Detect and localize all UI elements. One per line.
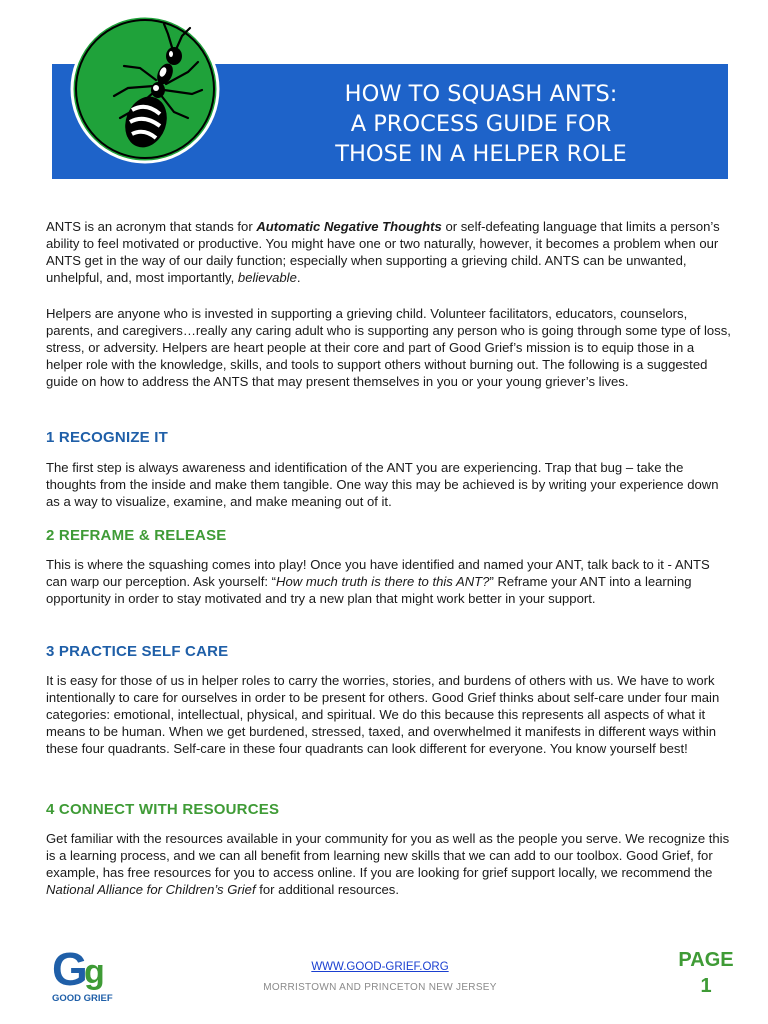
page-number: 1: [700, 975, 712, 997]
intro-text: ANTS is an acronym that stands for: [46, 219, 257, 234]
title-line-3: THOSE IN A HELPER ROLE: [335, 141, 627, 167]
resources-italic: National Alliance for Children’s Grief: [46, 882, 256, 897]
page-label: PAGE: [678, 949, 734, 971]
section-heading-resources: 4 CONNECT WITH RESOURCES: [46, 801, 280, 818]
reframe-text: This is where the squashing comes into play! Once you have identified and named your ANT, talk back to it - ANTS can warp our perception. Ask yourself: “: [46, 557, 710, 589]
section-body-reframe: [46, 556, 732, 607]
intro-italic: believable: [237, 270, 297, 285]
intro-end: .: [296, 270, 301, 285]
logo-mark-g: G: [52, 945, 88, 995]
title-line-1: HOW TO SQUASH ANTS:: [344, 81, 618, 107]
resources-text: Get familiar with the resources available in your community for you as well as the people you serve. We recognize this is a learning process, and we can all benefit from learning new skills that we can add to our toolbox. Good Grief, for example, has free resources for you to access online. If you are looking for grief support locally, we recommend the: [46, 831, 730, 880]
resources-text-after: for additional resources.: [255, 882, 399, 897]
title-line-2: A PROCESS GUIDE FOR: [350, 111, 612, 137]
website-link[interactable]: WWW.GOOD-GRIEF.ORG: [311, 961, 449, 973]
section-body-self-care: It is easy for those of us in helper roles to carry the worries, stories, and burdens of others with us. We have to work intentionally to care for ourselves in order to be present for others. Good Grief thinks about self-care under four main categories: emotional, intellectual, physical, and spiritual. We do this because this represents all aspects of what it means to be human. When we get burdened, stressed, taxed, and overwhelmed it manifests in different ways within these four quadrants. Self-care in these four quadrants can look different for everyone. You know yourself best!: [46, 673, 720, 756]
section-body-recognize: The first step is always awareness and identification of the ANT you are experiencing. Trap that bug – take the thoughts from the inside and make them tangible. One way this may be achieved is by writing your experience down as a way to visualize, examine, and make meaning out of it.: [46, 460, 719, 509]
ant-icon: [70, 14, 220, 164]
footer-location: MORRISTOWN AND PRINCETON NEW JERSEY: [263, 982, 497, 993]
intro-paragraph-2: Helpers are anyone who is invested in supporting a grieving child. Volunteer facilitators, educators, counselors, parents, and caregivers…really any caring adult who is supporting any person who is going through some type of loss, stress, or adversity. Helpers are heart people at their core and part of Good Grief’s mission is to equip those in a helper role with the knowledge, skills, and tools to support others without burning out. The following is a suggested guide on how to address the ANTS that may present themselves in you or your young griever’s lives.: [46, 306, 731, 389]
logo-text: GOOD GRIEF: [52, 993, 113, 1004]
page-title: [300, 79, 662, 169]
page-number-block: [676, 947, 736, 999]
intro-emphasis: Automatic Negative Thoughts: [256, 219, 442, 234]
logo-mark-small-g: g: [84, 953, 105, 991]
section-heading-recognize: 1 RECOGNIZE IT: [46, 429, 168, 446]
section-heading-self-care: 3 PRACTICE SELF CARE: [46, 643, 229, 660]
section-heading-reframe: 2 REFRAME & RELEASE: [46, 527, 227, 544]
good-grief-logo: [50, 945, 130, 1005]
reframe-italic: How much truth is there to this ANT?: [275, 574, 490, 589]
intro-text-middle: or self-defeating language that limits a person’s ability to feel motivated or productive. You might have one or two naturally, however, it becomes a problem when our ANTS get in the way of our daily function; especially when supporting a grieving child. ANTS can be unwanted, unhelpful, and, most importantly,: [46, 219, 720, 285]
intro-paragraph-1: [46, 218, 732, 286]
reframe-text-after: ” Reframe your ANT into a learning opportunity in order to stay motivated and try a new plan that might work better in your support.: [46, 574, 692, 606]
section-body-resources: [46, 830, 732, 898]
